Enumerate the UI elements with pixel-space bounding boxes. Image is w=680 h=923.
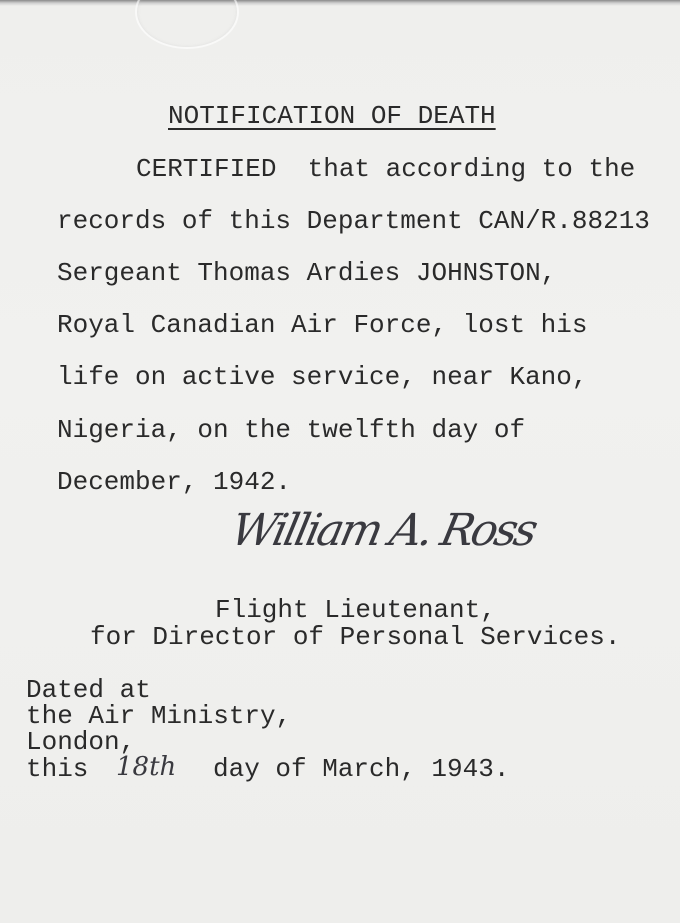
signatory-rank: Flight Lieutenant, bbox=[215, 595, 496, 625]
dated-rest: day of March, 1943. bbox=[213, 754, 510, 784]
body-line: Sergeant Thomas Ardies JOHNSTON, bbox=[57, 258, 557, 288]
dated-this: this bbox=[26, 754, 89, 784]
embossed-seal bbox=[135, 0, 239, 49]
body-line: life on active service, near Kano, bbox=[57, 362, 588, 392]
body-line: CERTIFIED that according to the bbox=[136, 154, 636, 184]
body-line: Royal Canadian Air Force, lost his bbox=[57, 310, 588, 340]
dated-line: the Air Ministry, bbox=[26, 701, 292, 731]
handwritten-day: 18th bbox=[116, 752, 177, 782]
dated-line: Dated at bbox=[26, 675, 151, 705]
body-line: records of this Department CAN/R.88213 bbox=[57, 206, 650, 236]
body-line: Nigeria, on the twelfth day of bbox=[57, 415, 526, 445]
signature: William A. Ross bbox=[226, 505, 540, 556]
document-title: NOTIFICATION OF DEATH bbox=[168, 101, 496, 131]
body-line: December, 1942. bbox=[57, 467, 292, 497]
dated-line: London, bbox=[26, 727, 136, 757]
signatory-role: for Director of Personal Services. bbox=[90, 622, 621, 652]
